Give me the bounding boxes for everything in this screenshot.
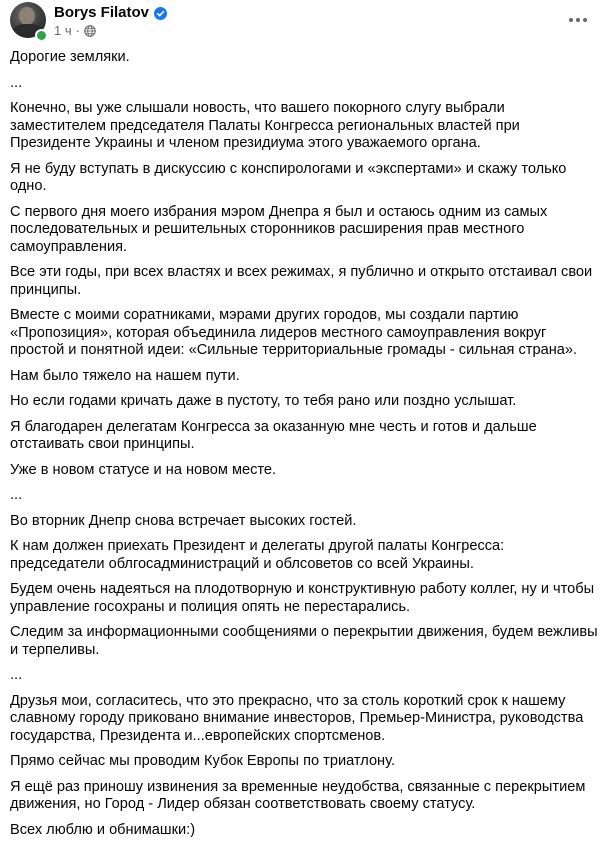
post-paragraph: Следим за информационными сообщениями о перекрытии движения, будем вежливы и терпеливы. (10, 624, 598, 658)
author-name[interactable]: Borys Filatov (54, 4, 150, 21)
post-paragraph: ... (10, 74, 23, 91)
avatar-face (19, 7, 35, 25)
post-paragraph: Прямо сейчас мы проводим Кубок Европы по триатлону. (10, 753, 396, 769)
dot (576, 18, 580, 22)
post-text (10, 49, 598, 847)
post-paragraph: Конечно, вы уже слышали новость, что вашего покорного слугу выбрали заместителем председателя Палаты Конгресса региональных властей при Президенте Украины и членом президиума этого уважаемого органа. (10, 100, 520, 151)
more-options-icon (569, 18, 587, 22)
post-paragraph: Я ещё раз приношу извинения за временные неудобства, связанные с перекрытием движения, но Город - Лидер обязан соответствовать своему статусу. (10, 778, 586, 812)
post-paragraph: Друзья мои, согласитесь, что это прекрасно, что за столь короткий срок к нашему славному городу приковано внимание инвесторов, Премьер-Министра, руководства государства, Президента и...европейских спортсменов. (10, 692, 584, 744)
post-paragraph: ... (10, 667, 23, 683)
post-header (0, 0, 602, 44)
author-row (54, 4, 167, 22)
post-paragraph: Во вторник Днепр снова встречает высоких гостей. (10, 512, 357, 529)
meta-separator: · (75, 23, 80, 38)
post-paragraph: Всех люблю и обнимашки:) (10, 821, 196, 838)
post-paragraph: Уже в новом статусе и на новом месте. (10, 461, 277, 478)
more-options-button[interactable] (562, 6, 594, 34)
post-paragraph: К нам должен приехать Президент и делегаты другой палаты Конгресса: председатели облгосадминистраций и облсоветов со всей Украины. (10, 538, 505, 572)
online-status-dot (35, 29, 48, 42)
post-paragraph: Дорогие земляки. (10, 49, 130, 65)
verified-badge-icon (154, 7, 167, 20)
globe-icon[interactable] (84, 25, 96, 37)
post-paragraph: Я не буду вступать в дискуссию с конспирологами и «экспертами» и скажу только одно. (10, 160, 567, 194)
post-paragraph: Вместе с моими соратниками, мэрами других городов, мы создали партию «Пропозиция», которая объединила лидеров местного самоуправления вокруг простой и понятной идеи: «Сильные территориальные громады - сильная страна». (10, 307, 578, 358)
post-paragraph: Будем очень надеяться на плодотворную и конструктивную работу коллег, ну и чтобы управление госохраны и полиция опять не перестарались. (10, 581, 595, 615)
post-paragraph: Я благодарен делегатам Конгресса за оказанную мне честь и готов и дальше отстаивать свои принципы. (10, 418, 537, 452)
dot (583, 18, 587, 22)
post-paragraph: Но если годами кричать даже в пустоту, то тебя рано или поздно услышат. (10, 393, 517, 409)
post-paragraph: Нам было тяжело на нашем пути. (10, 367, 240, 384)
post-paragraph: С первого дня моего избрания мэром Днепра я был и остаюсь одним из самых последовательных и решительных сторонников расширения прав местного самоуправления. (10, 203, 548, 255)
post-paragraph: ... (10, 487, 23, 503)
post-timestamp[interactable]: 1 ч (54, 23, 72, 38)
post-paragraph: Все эти годы, при всех властях и всех режимах, я публично и открыто отстаивал свои принципы. (10, 264, 593, 298)
dot (569, 18, 573, 22)
post-meta (54, 23, 96, 39)
